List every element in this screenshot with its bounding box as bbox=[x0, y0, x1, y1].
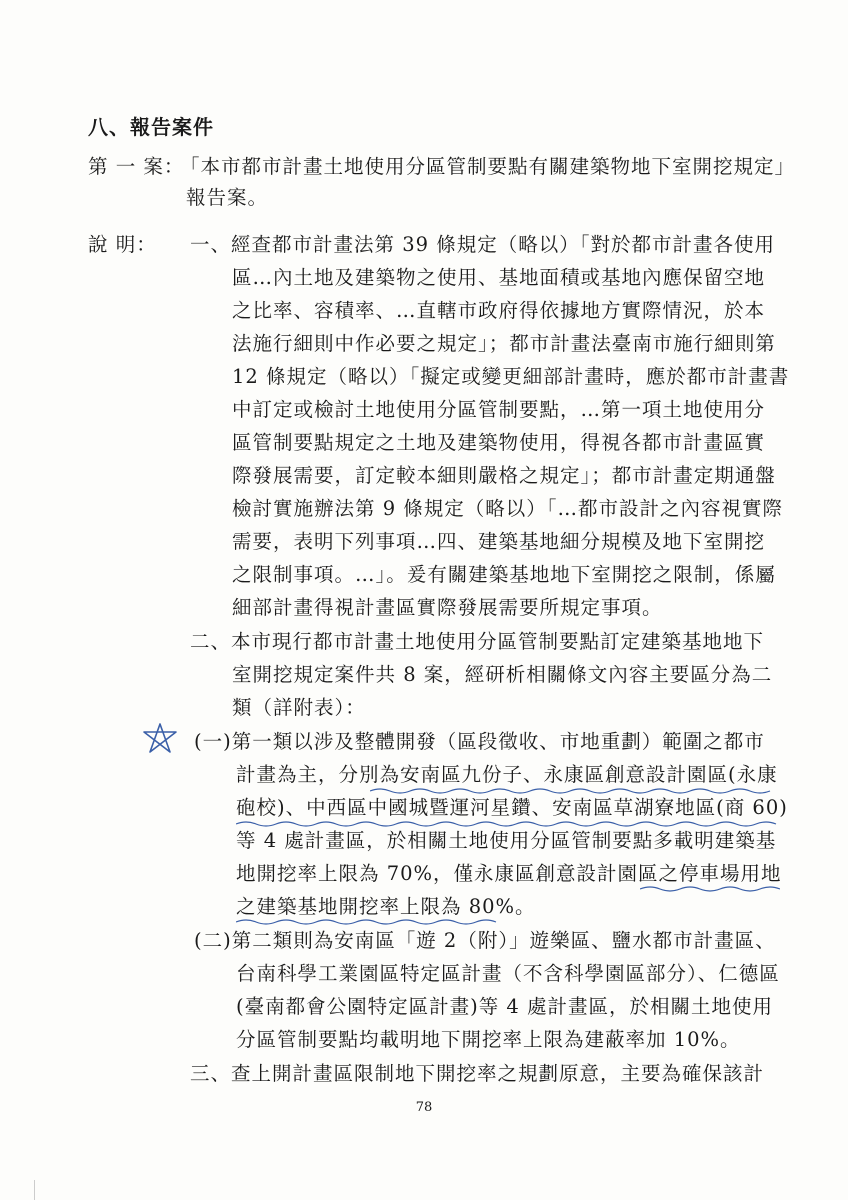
sub2-line: 分區管制要點均載明地下開挖率上限為建蔽率加 10%。 bbox=[236, 1028, 741, 1051]
sub1-line: 砲校)、中西區中國城暨運河星鑽、安南區草湖寮地區(商 60) bbox=[236, 796, 788, 819]
item1-line: 中訂定或檢討土地使用分區管制要點，…第一項土地使用分 bbox=[232, 398, 766, 421]
item1-line: 12 條規定（略以）「擬定或變更細部計畫時，應於都市計畫書 bbox=[232, 365, 790, 388]
sub1-line: (一)第一類以涉及整體開發（區段徵收、市地重劃）範圍之都市 bbox=[194, 730, 765, 753]
item1-line: 法施行細則中作必要之規定」；都市計畫法臺南市施行細則第 bbox=[232, 332, 776, 355]
item1-line: 需要，表明下列事項…四、建築基地細分規模及地下室開挖 bbox=[232, 530, 766, 553]
item1-line: 一、經查都市計畫法第 39 條規定（略以）「對於都市計畫各使用 bbox=[190, 233, 775, 256]
sub1-line: 之建築基地開挖率上限為 80%。 bbox=[236, 895, 536, 918]
sub2-line: (二)第二類則為安南區「遊 2（附）」遊樂區、鹽水都市計畫區、 bbox=[194, 929, 776, 952]
sub2-line: 台南科學工業園區特定區計畫（不含科學園區部分）、仁德區 bbox=[236, 962, 780, 985]
margin-mark bbox=[34, 1180, 35, 1200]
item2-line: 二、本市現行都市計畫土地使用分區管制要點訂定建築基地地下 bbox=[190, 630, 765, 653]
item3-line: 三、查上開計畫區限制地下開挖率之規劃原意，主要為確保該計 bbox=[190, 1062, 765, 1085]
case-title-line-1: 「本市都市計畫土地使用分區管制要點有關建築物地下室開挖規定」 bbox=[180, 155, 796, 178]
item1-line: 區管制要點規定之土地及建築物使用，得視各都市計畫區實 bbox=[232, 431, 766, 454]
underline-mark bbox=[370, 787, 780, 795]
item1-line: 檢討實施辦法第 9 條規定（略以）「…都市設計之內容視實際 bbox=[232, 497, 784, 520]
case-title-line-2: 報告案。 bbox=[186, 186, 269, 209]
sub1-line: 地開挖率上限為 70%，僅永康區創意設計園區之停車場用地 bbox=[236, 862, 782, 885]
item1-line: 際發展需要，訂定較本細則嚴格之規定」；都市計畫定期通盤 bbox=[232, 464, 776, 487]
item2-line: 類（詳附表）： bbox=[232, 696, 366, 719]
explanation-label: 說 明： bbox=[88, 233, 157, 256]
item1-line: 之比率、容積率、…直轄市政府得依據地方實際情況，於本 bbox=[232, 299, 766, 322]
underline-mark bbox=[236, 820, 780, 828]
item2-line: 室開挖規定案件共 8 案，經研析相關條文內容主要區分為二 bbox=[232, 663, 773, 686]
page-number: 78 bbox=[415, 1100, 433, 1115]
sub2-line: (臺南都會公園特定區計畫)等 4 處計畫區，於相關土地使用 bbox=[236, 995, 774, 1018]
section-heading: 八、報告案件 bbox=[88, 115, 214, 139]
item1-line: 區…內土地及建築物之使用、基地面積或基地內應保留空地 bbox=[232, 266, 766, 289]
underline-mark bbox=[640, 885, 780, 893]
sub1-line: 等 4 處計畫區，於相關土地使用分區管制要點多載明建築基 bbox=[236, 829, 777, 852]
sub1-line: 計畫為主，分別為安南區九份子、永康區創意設計園區(永康 bbox=[236, 763, 778, 786]
case-label: 第 一 案： bbox=[88, 155, 185, 178]
item1-line: 細部計畫得視計畫區實際發展需要所規定事項。 bbox=[232, 596, 663, 619]
item1-line: 之限制事項。…」。爰有關建築基地地下室開挖之限制，係屬 bbox=[232, 563, 776, 586]
underline-mark bbox=[236, 918, 506, 926]
star-annotation-icon bbox=[140, 722, 180, 756]
